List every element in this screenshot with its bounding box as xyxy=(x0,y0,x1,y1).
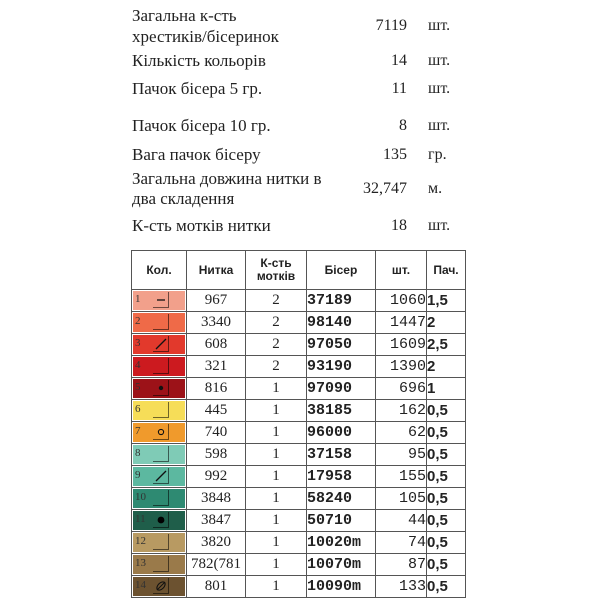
color-swatch xyxy=(133,291,185,310)
color-number: 6 xyxy=(135,403,141,415)
color-swatch-cell xyxy=(132,466,187,488)
bead-code: 37189 xyxy=(307,290,376,312)
bead-count: 1447 xyxy=(376,312,427,334)
summary-value: 14 xyxy=(391,52,407,69)
summary-value: 7119 xyxy=(375,17,407,34)
bead-code: 98140 xyxy=(307,312,376,334)
corner-symbol-icon xyxy=(153,446,169,462)
bead-code: 17958 xyxy=(307,466,376,488)
bead-count: 1390 xyxy=(376,356,427,378)
thread-code: 321 xyxy=(187,356,246,378)
bead-count: 162 xyxy=(376,400,427,422)
dash-symbol-icon xyxy=(153,292,169,308)
slash-symbol-icon xyxy=(153,336,169,352)
bead-count: 1609 xyxy=(376,334,427,356)
summary-packs-10g xyxy=(0,116,600,140)
color-number: 8 xyxy=(135,447,141,459)
table-row xyxy=(132,334,466,356)
summary-unit: шт. xyxy=(428,80,451,97)
table-row xyxy=(132,378,466,400)
color-number: 4 xyxy=(135,359,141,371)
bead-count: 95 xyxy=(376,444,427,466)
slash-symbol-icon xyxy=(153,468,169,484)
header-count: шт. xyxy=(376,251,427,290)
bead-code: 10070m xyxy=(307,554,376,576)
color-swatch xyxy=(133,357,185,376)
pack-count: 2,5 xyxy=(427,334,466,356)
color-number: 5 xyxy=(135,381,141,393)
color-swatch-cell xyxy=(132,510,187,532)
bead-code: 37158 xyxy=(307,444,376,466)
bead-code: 10020m xyxy=(307,532,376,554)
color-swatch xyxy=(133,511,185,530)
skein-count: 1 xyxy=(246,576,307,598)
color-swatch-cell xyxy=(132,312,187,334)
skein-count: 1 xyxy=(246,378,307,400)
header-skeins: К-сть мотків xyxy=(246,251,307,290)
thread-code: 740 xyxy=(187,422,246,444)
skein-count: 2 xyxy=(246,356,307,378)
thread-code: 3848 xyxy=(187,488,246,510)
table-row xyxy=(132,510,466,532)
table-row xyxy=(132,312,466,334)
skein-count: 2 xyxy=(246,334,307,356)
table-row xyxy=(132,400,466,422)
color-swatch xyxy=(133,533,185,552)
dot-symbol-icon xyxy=(153,380,169,396)
bead-count: 105 xyxy=(376,488,427,510)
bead-count: 44 xyxy=(376,510,427,532)
summary-value: 135 xyxy=(383,146,407,163)
summary-label: Пачок бісера 10 гр. xyxy=(132,116,271,135)
summary-weight xyxy=(0,145,600,169)
table-row xyxy=(132,466,466,488)
color-key-table xyxy=(131,250,466,598)
pack-count: 1 xyxy=(427,378,466,400)
oval-slash-symbol-icon xyxy=(153,578,169,594)
color-swatch-cell xyxy=(132,334,187,356)
thread-code: 3340 xyxy=(187,312,246,334)
color-swatch xyxy=(133,313,185,332)
header-color: Кол. xyxy=(132,251,187,290)
table-row xyxy=(132,422,466,444)
bead-code: 50710 xyxy=(307,510,376,532)
skein-count: 1 xyxy=(246,488,307,510)
bead-code: 96000 xyxy=(307,422,376,444)
pack-count: 2 xyxy=(427,356,466,378)
thread-code: 445 xyxy=(187,400,246,422)
color-swatch-cell xyxy=(132,422,187,444)
bead-code: 10090m xyxy=(307,576,376,598)
pack-count: 0,5 xyxy=(427,554,466,576)
filled-dot-symbol-icon xyxy=(153,512,169,528)
summary-label: Вага пачок бісеру xyxy=(132,145,261,164)
thread-code: 3820 xyxy=(187,532,246,554)
color-swatch-cell xyxy=(132,554,187,576)
pack-count: 0,5 xyxy=(427,576,466,598)
bead-count: 1060 xyxy=(376,290,427,312)
bead-count: 696 xyxy=(376,378,427,400)
color-number: 14 xyxy=(135,579,146,591)
color-number: 13 xyxy=(135,557,146,569)
color-swatch xyxy=(133,423,185,442)
pack-count: 0,5 xyxy=(427,466,466,488)
skein-count: 1 xyxy=(246,466,307,488)
table-row xyxy=(132,444,466,466)
summary-label: Кількість кольорів xyxy=(132,51,266,70)
bead-code: 58240 xyxy=(307,488,376,510)
thread-code: 992 xyxy=(187,466,246,488)
color-swatch xyxy=(133,401,185,420)
bead-count: 74 xyxy=(376,532,427,554)
pack-count: 0,5 xyxy=(427,510,466,532)
table-header-row xyxy=(132,251,466,290)
bead-count: 155 xyxy=(376,466,427,488)
bead-code: 93190 xyxy=(307,356,376,378)
color-swatch xyxy=(133,445,185,464)
pack-count: 0,5 xyxy=(427,444,466,466)
color-swatch xyxy=(133,467,185,486)
header-thread: Нитка xyxy=(187,251,246,290)
pack-count: 2 xyxy=(427,312,466,334)
skein-count: 1 xyxy=(246,422,307,444)
color-number: 7 xyxy=(135,425,141,437)
header-packs: Пач. xyxy=(427,251,466,290)
table-row xyxy=(132,488,466,510)
color-number: 11 xyxy=(135,513,146,525)
pack-count: 1,5 xyxy=(427,290,466,312)
summary-unit: шт. xyxy=(428,17,451,34)
pack-count: 0,5 xyxy=(427,532,466,554)
summary-label: Загальна к-сть xyxy=(132,6,237,25)
color-swatch-cell xyxy=(132,488,187,510)
skein-count: 1 xyxy=(246,510,307,532)
skein-count: 1 xyxy=(246,532,307,554)
summary-thread-length xyxy=(0,169,600,208)
table-row xyxy=(132,576,466,598)
color-swatch xyxy=(133,379,185,398)
summary-unit: шт. xyxy=(428,217,451,234)
summary-packs-5g xyxy=(0,79,600,103)
color-swatch xyxy=(133,489,185,508)
skein-count: 1 xyxy=(246,400,307,422)
summary-label: Загальна довжина нитки в xyxy=(132,169,322,188)
summary-skeins xyxy=(0,216,600,240)
bead-count: 133 xyxy=(376,576,427,598)
color-number: 1 xyxy=(135,293,141,305)
pack-count: 0,5 xyxy=(427,422,466,444)
thread-code: 782(781 xyxy=(187,554,246,576)
summary-value: 11 xyxy=(391,80,407,97)
summary-label-line2: хрестиків/бісеринок xyxy=(132,27,279,46)
pack-count: 0,5 xyxy=(427,400,466,422)
bead-code: 97050 xyxy=(307,334,376,356)
color-swatch-cell xyxy=(132,444,187,466)
pack-count: 0,5 xyxy=(427,488,466,510)
corner-symbol-icon xyxy=(153,534,169,550)
summary-value: 32,747 xyxy=(363,180,407,197)
color-swatch xyxy=(133,577,185,596)
summary-unit: шт. xyxy=(428,117,451,134)
color-swatch xyxy=(133,555,185,574)
circle-symbol-icon xyxy=(153,424,169,440)
color-swatch-cell xyxy=(132,356,187,378)
corner-symbol-icon xyxy=(153,556,169,572)
color-number: 3 xyxy=(135,337,141,349)
bead-code: 38185 xyxy=(307,400,376,422)
thread-code: 3847 xyxy=(187,510,246,532)
summary-label: Пачок бісера 5 гр. xyxy=(132,79,263,98)
color-swatch-cell xyxy=(132,378,187,400)
summary-label: К-сть мотків нитки xyxy=(132,216,271,235)
color-number: 12 xyxy=(135,535,146,547)
table-row xyxy=(132,554,466,576)
bead-code: 97090 xyxy=(307,378,376,400)
summary-unit: гр. xyxy=(428,146,447,163)
bead-count: 62 xyxy=(376,422,427,444)
summary-value: 18 xyxy=(391,217,407,234)
summary-unit: шт. xyxy=(428,52,451,69)
corner-symbol-icon xyxy=(153,314,169,330)
color-number: 10 xyxy=(135,491,146,503)
summary-unit: м. xyxy=(428,180,443,197)
bead-count: 87 xyxy=(376,554,427,576)
color-swatch xyxy=(133,335,185,354)
summary-colors-count xyxy=(0,51,600,75)
skein-count: 1 xyxy=(246,554,307,576)
thread-code: 967 xyxy=(187,290,246,312)
table-row xyxy=(132,290,466,312)
thread-code: 801 xyxy=(187,576,246,598)
color-swatch-cell xyxy=(132,532,187,554)
skein-count: 2 xyxy=(246,290,307,312)
color-swatch-cell xyxy=(132,576,187,598)
corner-symbol-icon xyxy=(153,490,169,506)
summary-value: 8 xyxy=(399,117,407,134)
table-row xyxy=(132,532,466,554)
skein-count: 2 xyxy=(246,312,307,334)
header-bead: Бісер xyxy=(307,251,376,290)
thread-code: 816 xyxy=(187,378,246,400)
color-swatch-cell xyxy=(132,290,187,312)
color-swatch-cell xyxy=(132,400,187,422)
thread-code: 598 xyxy=(187,444,246,466)
table-row xyxy=(132,356,466,378)
corner-symbol-icon xyxy=(153,358,169,374)
corner-symbol-icon xyxy=(153,402,169,418)
summary-label-line2: два складення xyxy=(132,189,235,208)
thread-code: 608 xyxy=(187,334,246,356)
skein-count: 1 xyxy=(246,444,307,466)
color-number: 9 xyxy=(135,469,141,481)
color-number: 2 xyxy=(135,315,141,327)
summary-total-stitches xyxy=(0,6,600,46)
